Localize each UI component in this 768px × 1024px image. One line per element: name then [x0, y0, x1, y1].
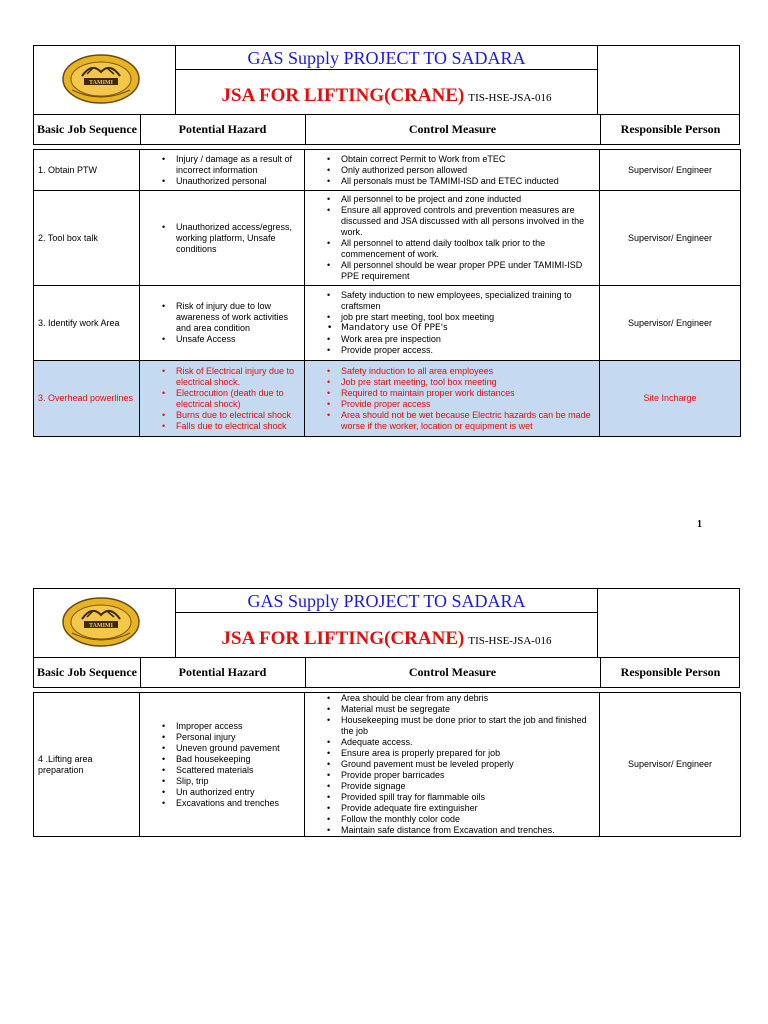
- hazard-item: • Injury / damage as a result of incorrect information: [176, 154, 300, 176]
- page-number: 1: [697, 519, 702, 530]
- jsa-page-2: [33, 588, 740, 835]
- jsa-title-line: [175, 613, 598, 657]
- control-item: • Area should not be wet because Electric hazards can be made worse if the worker, location or equipment is wet: [341, 410, 595, 432]
- hazard-item: • Unsafe Access: [176, 334, 300, 345]
- col-step: Basic Job Sequence: [34, 115, 141, 144]
- table-row: [34, 693, 741, 837]
- tamimi-logo: [62, 597, 140, 647]
- hazard-item: • Risk of Electrical injury due to electrical shock.: [176, 366, 300, 388]
- hazard-cell: [140, 693, 305, 837]
- step-cell: 2. Tool box talk: [34, 191, 140, 286]
- control-item: • Provide proper access: [341, 399, 595, 410]
- control-item: • All personnel to attend daily toolbox talk prior to the commencement of work.: [341, 238, 595, 260]
- table-row: [34, 150, 741, 191]
- jsa-code: TIS-HSE-JSA-016: [468, 635, 552, 647]
- hazard-item: • Unauthorized personal: [176, 176, 300, 187]
- responsible-cell: Supervisor/ Engineer: [600, 191, 741, 286]
- control-item: • Provide proper barricades: [341, 770, 595, 781]
- control-item: • Housekeeping must be done prior to start the job and finished the job: [341, 715, 595, 737]
- control-item: • Ensure all approved controls and prevention measures are discussed and JSA discussed with all persons involved in the work.: [341, 205, 595, 238]
- svg-text:TAMIMI: TAMIMI: [89, 623, 113, 629]
- control-item: • Required to maintain proper work distances: [341, 388, 595, 399]
- col-step: Basic Job Sequence: [34, 658, 141, 687]
- control-cell: [305, 693, 600, 837]
- control-item: • Mandatory use Of PPE's: [341, 323, 595, 334]
- document-header: [33, 45, 740, 115]
- hazard-item: • Scattered materials: [176, 765, 300, 776]
- hazard-item: • Unauthorized access/egress, working platform, Unsafe conditions: [176, 222, 300, 255]
- logo-cell: [34, 46, 176, 114]
- control-cell: [305, 361, 600, 437]
- hazard-item: • Burns due to electrical shock: [176, 410, 300, 421]
- col-control: Control Measure: [305, 658, 601, 687]
- control-cell: [305, 150, 600, 191]
- control-item: • Safety induction to new employees, specialized training to craftsmen: [341, 290, 595, 312]
- hazard-item: • Uneven ground pavement: [176, 743, 300, 754]
- jsa-title-line: [175, 70, 598, 114]
- control-item: • Material must be segregate: [341, 704, 595, 715]
- control-item: • Adequate access.: [341, 737, 595, 748]
- control-item: • Area should be clear from any debris: [341, 693, 595, 704]
- hazard-cell: [140, 286, 305, 361]
- hazard-cell: [140, 150, 305, 191]
- column-headers: [33, 658, 740, 688]
- control-item: • Obtain correct Permit to Work from eTEC: [341, 154, 595, 165]
- control-item: • All personnel to be project and zone inducted: [341, 194, 595, 205]
- control-item: • All personnel should be wear proper PPE under TAMIMI-ISD PPE requirement: [341, 260, 595, 282]
- step-cell: 1. Obtain PTW: [34, 150, 140, 191]
- jsa-page-1: [33, 45, 740, 431]
- hazard-item: • Slip, trip: [176, 776, 300, 787]
- project-title: GAS Supply PROJECT TO SADARA: [175, 46, 598, 70]
- col-control: Control Measure: [305, 115, 601, 144]
- hazard-item: • Un authorized entry: [176, 787, 300, 798]
- document-header: [33, 588, 740, 658]
- responsible-cell: Supervisor/ Engineer: [600, 693, 741, 837]
- step-cell: 3. Overhead powerlines: [34, 361, 140, 437]
- control-item: • Work area pre inspection: [341, 334, 595, 345]
- step-cell: 4 .Lifting area preparation: [34, 693, 140, 837]
- jsa-code: TIS-HSE-JSA-016: [468, 92, 552, 104]
- control-item: • Maintain safe distance from Excavation and trenches.: [341, 825, 595, 836]
- control-item: • Provide adequate fire extinguisher: [341, 803, 595, 814]
- control-item: • Safety induction to all area employees: [341, 366, 595, 377]
- hazard-item: • Improper access: [176, 721, 300, 732]
- table-row: [34, 191, 741, 286]
- column-headers: [33, 115, 740, 145]
- col-hazard: Potential Hazard: [140, 115, 306, 144]
- hazard-item: • Personal injury: [176, 732, 300, 743]
- control-item: • Provided spill tray for flammable oils: [341, 792, 595, 803]
- hazard-item: • Excavations and trenches: [176, 798, 300, 809]
- hazard-item: • Falls due to electrical shock: [176, 421, 300, 432]
- control-cell: [305, 191, 600, 286]
- table-row: [34, 286, 741, 361]
- control-item: • Provide proper access.: [341, 345, 595, 356]
- control-item: • All personals must be TAMIMI-ISD and ETEC inducted: [341, 176, 595, 187]
- jsa-title: JSA FOR LIFTING(CRANE): [221, 85, 465, 106]
- jsa-table-page-2: [33, 692, 741, 837]
- control-cell: [305, 286, 600, 361]
- col-responsible: Responsible Person: [620, 665, 721, 679]
- control-item: • Provide signage: [341, 781, 595, 792]
- logo-cell: [34, 589, 176, 657]
- project-title: GAS Supply PROJECT TO SADARA: [175, 589, 598, 613]
- hazard-item: • Bad housekeeping: [176, 754, 300, 765]
- col-responsible: Responsible Person: [620, 122, 721, 136]
- control-item: • Ground pavement must be leveled properly: [341, 759, 595, 770]
- hazard-item: • Risk of injury due to low awareness of work activities and area condition: [176, 301, 300, 334]
- step-cell: 3. Identify work Area: [34, 286, 140, 361]
- responsible-cell: Supervisor/ Engineer: [600, 286, 741, 361]
- responsible-cell: Site Incharge: [600, 361, 741, 437]
- control-item: • Ensure area is properly prepared for job: [341, 748, 595, 759]
- table-row-highlighted: [34, 361, 741, 437]
- control-item: • job pre start meeting, tool box meeting: [341, 312, 595, 323]
- header-blank-cell: [597, 46, 739, 114]
- jsa-title: JSA FOR LIFTING(CRANE): [221, 628, 465, 649]
- responsible-cell: Supervisor/ Engineer: [600, 150, 741, 191]
- tamimi-logo: [62, 54, 140, 104]
- col-hazard: Potential Hazard: [140, 658, 306, 687]
- header-blank-cell: [597, 589, 739, 657]
- svg-text:TAMIMI: TAMIMI: [89, 80, 113, 86]
- hazard-cell: [140, 191, 305, 286]
- control-item: • Only authorized person allowed: [341, 165, 595, 176]
- control-item: • Follow the monthly color code: [341, 814, 595, 825]
- hazard-item: • Electrocution (death due to electrical shock): [176, 388, 300, 410]
- jsa-table-page-1: [33, 149, 741, 437]
- control-item: • Job pre start meeting, tool box meeting: [341, 377, 595, 388]
- hazard-cell: [140, 361, 305, 437]
